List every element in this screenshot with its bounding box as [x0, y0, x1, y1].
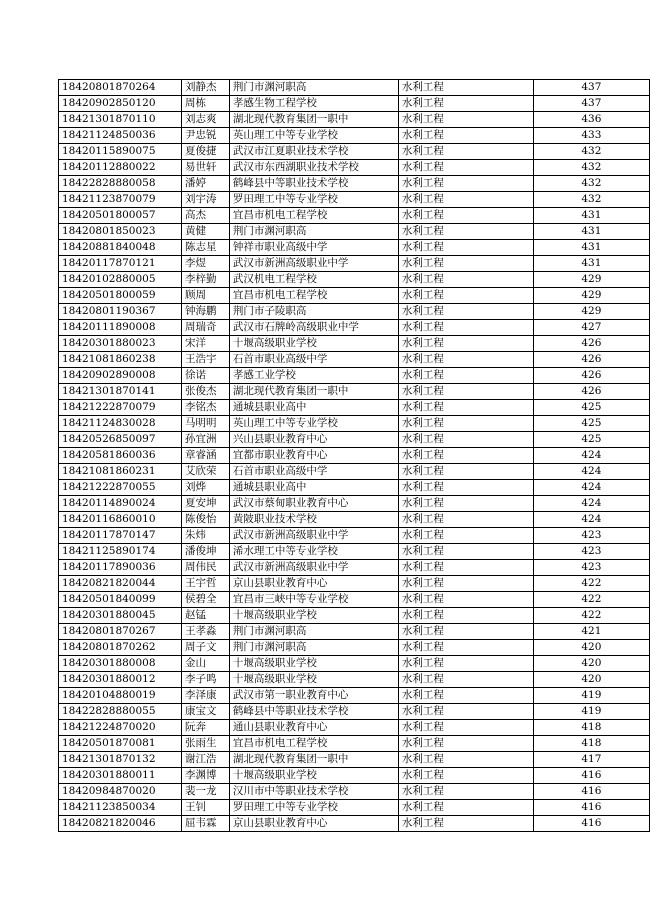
major-cell: 水利工程 [398, 656, 533, 672]
table-row [59, 160, 650, 176]
candidate-id-cell: 18421224870020 [59, 720, 182, 736]
major-cell: 水利工程 [398, 80, 533, 96]
name-cell: 周子文 [182, 640, 230, 656]
major-cell: 水利工程 [398, 528, 533, 544]
name-cell: 王浩宇 [182, 352, 230, 368]
score-cell: 419 [533, 688, 649, 704]
score-cell: 416 [533, 784, 649, 800]
school-cell: 十堰高级职业学校 [229, 768, 398, 784]
candidate-id-cell: 18420801190367 [59, 304, 182, 320]
score-cell: 425 [533, 432, 649, 448]
score-cell: 423 [533, 544, 649, 560]
candidate-id-cell: 18420801870262 [59, 640, 182, 656]
major-cell: 水利工程 [398, 464, 533, 480]
candidate-id-cell: 18421081860238 [59, 352, 182, 368]
major-cell: 水利工程 [398, 688, 533, 704]
candidate-id-cell: 18420821820046 [59, 816, 182, 832]
candidate-id-cell: 18420902890008 [59, 368, 182, 384]
score-cell: 425 [533, 400, 649, 416]
table-body [59, 80, 650, 832]
score-cell: 437 [533, 96, 649, 112]
score-cell: 436 [533, 112, 649, 128]
score-cell: 432 [533, 192, 649, 208]
candidate-id-cell: 18421301870132 [59, 752, 182, 768]
table-row [59, 528, 650, 544]
score-cell: 416 [533, 768, 649, 784]
score-cell: 427 [533, 320, 649, 336]
table-row [59, 400, 650, 416]
table-row [59, 352, 650, 368]
score-cell: 417 [533, 752, 649, 768]
table-row [59, 192, 650, 208]
name-cell: 张俊杰 [182, 384, 230, 400]
score-cell: 423 [533, 528, 649, 544]
school-cell: 湖北现代教育集团一职中 [229, 112, 398, 128]
name-cell: 李铭杰 [182, 400, 230, 416]
school-cell: 鹤峰县中等职业技术学校 [229, 176, 398, 192]
major-cell: 水利工程 [398, 608, 533, 624]
major-cell: 水利工程 [398, 240, 533, 256]
school-cell: 武汉市新洲高级职业中学 [229, 560, 398, 576]
table-row [59, 688, 650, 704]
name-cell: 谢江浩 [182, 752, 230, 768]
school-cell: 浠水理工中等专业学校 [229, 544, 398, 560]
candidate-id-cell: 18420501870081 [59, 736, 182, 752]
candidate-id-cell: 18421301870141 [59, 384, 182, 400]
table-row [59, 176, 650, 192]
score-cell: 432 [533, 176, 649, 192]
score-cell: 429 [533, 272, 649, 288]
major-cell: 水利工程 [398, 208, 533, 224]
major-cell: 水利工程 [398, 352, 533, 368]
school-cell: 罗田理工中等专业学校 [229, 800, 398, 816]
candidate-id-cell: 18420801850023 [59, 224, 182, 240]
table-row [59, 320, 650, 336]
school-cell: 孝感工业学校 [229, 368, 398, 384]
table-row [59, 672, 650, 688]
major-cell: 水利工程 [398, 176, 533, 192]
name-cell: 易世轩 [182, 160, 230, 176]
score-cell: 429 [533, 288, 649, 304]
major-cell: 水利工程 [398, 384, 533, 400]
major-cell: 水利工程 [398, 784, 533, 800]
school-cell: 十堰高级职业学校 [229, 336, 398, 352]
score-cell: 426 [533, 368, 649, 384]
major-cell: 水利工程 [398, 112, 533, 128]
school-cell: 武汉机电工程学校 [229, 272, 398, 288]
major-cell: 水利工程 [398, 192, 533, 208]
major-cell: 水利工程 [398, 160, 533, 176]
candidate-id-cell: 18420117890036 [59, 560, 182, 576]
name-cell: 李子鸣 [182, 672, 230, 688]
school-cell: 黄陂职业技术学校 [229, 512, 398, 528]
candidate-id-cell: 18420984870020 [59, 784, 182, 800]
score-cell: 424 [533, 464, 649, 480]
table-row [59, 368, 650, 384]
table-row [59, 608, 650, 624]
candidate-id-cell: 18422828880058 [59, 176, 182, 192]
table-row [59, 304, 650, 320]
table-row [59, 384, 650, 400]
name-cell: 刘志爽 [182, 112, 230, 128]
table-row [59, 624, 650, 640]
score-cell: 421 [533, 624, 649, 640]
name-cell: 陈志星 [182, 240, 230, 256]
candidate-id-cell: 18421124850036 [59, 128, 182, 144]
score-cell: 422 [533, 576, 649, 592]
major-cell: 水利工程 [398, 720, 533, 736]
candidate-id-cell: 18422828880055 [59, 704, 182, 720]
score-cell: 424 [533, 512, 649, 528]
candidate-id-cell: 18421222870079 [59, 400, 182, 416]
major-cell: 水利工程 [398, 400, 533, 416]
score-cell: 420 [533, 656, 649, 672]
name-cell: 刘静杰 [182, 80, 230, 96]
table-row [59, 560, 650, 576]
school-cell: 武汉市蔡甸职业教育中心 [229, 496, 398, 512]
name-cell: 王钊 [182, 800, 230, 816]
table-row [59, 784, 650, 800]
candidate-id-cell: 18420111890008 [59, 320, 182, 336]
school-cell: 武汉市新洲高级职业中学 [229, 256, 398, 272]
school-cell: 荆门市渊河职高 [229, 640, 398, 656]
name-cell: 周伟民 [182, 560, 230, 576]
candidate-id-cell: 18420117870147 [59, 528, 182, 544]
score-cell: 418 [533, 736, 649, 752]
major-cell: 水利工程 [398, 672, 533, 688]
table-row [59, 416, 650, 432]
table-row [59, 96, 650, 112]
table-row [59, 448, 650, 464]
school-cell: 宜昌市机电工程学校 [229, 736, 398, 752]
score-cell: 432 [533, 144, 649, 160]
candidate-id-cell: 18420114890024 [59, 496, 182, 512]
name-cell: 王宇哲 [182, 576, 230, 592]
major-cell: 水利工程 [398, 96, 533, 112]
name-cell: 李煜 [182, 256, 230, 272]
table-row [59, 208, 650, 224]
school-cell: 英山理工中等专业学校 [229, 128, 398, 144]
candidate-id-cell: 18421301870110 [59, 112, 182, 128]
table-row [59, 112, 650, 128]
major-cell: 水利工程 [398, 272, 533, 288]
candidate-id-cell: 18420116860010 [59, 512, 182, 528]
school-cell: 钟祥市职业高级中学 [229, 240, 398, 256]
school-cell: 石首市职业高级中学 [229, 352, 398, 368]
major-cell: 水利工程 [398, 800, 533, 816]
table-row [59, 128, 650, 144]
name-cell: 马明明 [182, 416, 230, 432]
candidate-id-cell: 18420301880012 [59, 672, 182, 688]
name-cell: 夏安坤 [182, 496, 230, 512]
name-cell: 陈俊怡 [182, 512, 230, 528]
school-cell: 罗田理工中等专业学校 [229, 192, 398, 208]
school-cell: 十堰高级职业学校 [229, 672, 398, 688]
school-cell: 武汉市东西湖职业技术学校 [229, 160, 398, 176]
candidate-id-cell: 18420102880005 [59, 272, 182, 288]
major-cell: 水利工程 [398, 752, 533, 768]
school-cell: 武汉市第一职业教育中心 [229, 688, 398, 704]
score-cell: 424 [533, 448, 649, 464]
major-cell: 水利工程 [398, 224, 533, 240]
school-cell: 荆门市子陵职高 [229, 304, 398, 320]
candidate-id-cell: 18420581860036 [59, 448, 182, 464]
major-cell: 水利工程 [398, 128, 533, 144]
school-cell: 京山县职业教育中心 [229, 576, 398, 592]
name-cell: 金山 [182, 656, 230, 672]
score-cell: 420 [533, 672, 649, 688]
score-cell: 426 [533, 336, 649, 352]
score-cell: 429 [533, 304, 649, 320]
major-cell: 水利工程 [398, 736, 533, 752]
name-cell: 李泽康 [182, 688, 230, 704]
candidate-id-cell: 18420801870264 [59, 80, 182, 96]
name-cell: 朱炜 [182, 528, 230, 544]
table-row [59, 144, 650, 160]
candidate-id-cell: 18420902850120 [59, 96, 182, 112]
name-cell: 周栋 [182, 96, 230, 112]
score-cell: 426 [533, 384, 649, 400]
name-cell: 周瑞奇 [182, 320, 230, 336]
table-row [59, 272, 650, 288]
school-cell: 湖北现代教育集团一职中 [229, 752, 398, 768]
school-cell: 荆门市渊河职高 [229, 80, 398, 96]
name-cell: 侯碧全 [182, 592, 230, 608]
table-row [59, 736, 650, 752]
name-cell: 屈韦霖 [182, 816, 230, 832]
table-row [59, 656, 650, 672]
candidate-id-cell: 18420501840099 [59, 592, 182, 608]
table-row [59, 512, 650, 528]
candidate-id-cell: 18420115890075 [59, 144, 182, 160]
candidate-id-cell: 18420501800059 [59, 288, 182, 304]
name-cell: 张雨生 [182, 736, 230, 752]
table-row [59, 720, 650, 736]
major-cell: 水利工程 [398, 480, 533, 496]
name-cell: 康宝文 [182, 704, 230, 720]
score-cell: 416 [533, 800, 649, 816]
candidate-id-cell: 18421123870079 [59, 192, 182, 208]
school-cell: 宜昌市机电工程学校 [229, 288, 398, 304]
score-cell: 425 [533, 416, 649, 432]
table-row [59, 496, 650, 512]
score-cell: 437 [533, 80, 649, 96]
name-cell: 夏俊捷 [182, 144, 230, 160]
candidate-id-cell: 18420301880045 [59, 608, 182, 624]
major-cell: 水利工程 [398, 416, 533, 432]
major-cell: 水利工程 [398, 144, 533, 160]
table-row [59, 816, 650, 832]
school-cell: 湖北现代教育集团一职中 [229, 384, 398, 400]
name-cell: 章睿涵 [182, 448, 230, 464]
name-cell: 阮奔 [182, 720, 230, 736]
major-cell: 水利工程 [398, 288, 533, 304]
candidate-id-cell: 18420501800057 [59, 208, 182, 224]
school-cell: 武汉市新洲高级职业中学 [229, 528, 398, 544]
name-cell: 裴一龙 [182, 784, 230, 800]
candidate-id-cell: 18421222870055 [59, 480, 182, 496]
table-row [59, 768, 650, 784]
table-row [59, 432, 650, 448]
name-cell: 王孝淼 [182, 624, 230, 640]
candidate-id-cell: 18421081860231 [59, 464, 182, 480]
score-cell: 431 [533, 208, 649, 224]
name-cell: 尹忠锐 [182, 128, 230, 144]
major-cell: 水利工程 [398, 336, 533, 352]
school-cell: 荆门市渊河职高 [229, 624, 398, 640]
name-cell: 钟海鹏 [182, 304, 230, 320]
school-cell: 荆门市渊河职高 [229, 224, 398, 240]
score-cell: 426 [533, 352, 649, 368]
major-cell: 水利工程 [398, 592, 533, 608]
table-row [59, 224, 650, 240]
score-cell: 424 [533, 480, 649, 496]
score-cell: 432 [533, 160, 649, 176]
candidate-id-cell: 18420104880019 [59, 688, 182, 704]
school-cell: 英山理工中等专业学校 [229, 416, 398, 432]
name-cell: 刘烨 [182, 480, 230, 496]
score-cell: 424 [533, 496, 649, 512]
major-cell: 水利工程 [398, 448, 533, 464]
table-row [59, 592, 650, 608]
school-cell: 通城县职业高中 [229, 400, 398, 416]
school-cell: 武汉市江夏职业技术学校 [229, 144, 398, 160]
score-cell: 431 [533, 240, 649, 256]
table-row [59, 80, 650, 96]
major-cell: 水利工程 [398, 320, 533, 336]
major-cell: 水利工程 [398, 576, 533, 592]
school-cell: 孝感生物工程学校 [229, 96, 398, 112]
candidate-id-cell: 18420801870267 [59, 624, 182, 640]
school-cell: 通城县职业高中 [229, 480, 398, 496]
school-cell: 宜昌市三峡中等专业学校 [229, 592, 398, 608]
candidate-id-cell: 18420112880022 [59, 160, 182, 176]
major-cell: 水利工程 [398, 624, 533, 640]
score-cell: 420 [533, 640, 649, 656]
school-cell: 宜都市职业教育中心 [229, 448, 398, 464]
table-row [59, 704, 650, 720]
name-cell: 艾欣荣 [182, 464, 230, 480]
school-cell: 宜昌市机电工程学校 [229, 208, 398, 224]
score-cell: 416 [533, 816, 649, 832]
table-row [59, 544, 650, 560]
candidate-id-cell: 18420301880008 [59, 656, 182, 672]
table-row [59, 576, 650, 592]
score-cell: 419 [533, 704, 649, 720]
name-cell: 高杰 [182, 208, 230, 224]
candidate-id-cell: 18421124830028 [59, 416, 182, 432]
table-row [59, 752, 650, 768]
score-cell: 422 [533, 608, 649, 624]
table-row [59, 240, 650, 256]
major-cell: 水利工程 [398, 512, 533, 528]
candidate-id-cell: 18421125890174 [59, 544, 182, 560]
candidate-id-cell: 18420821820044 [59, 576, 182, 592]
score-cell: 433 [533, 128, 649, 144]
major-cell: 水利工程 [398, 496, 533, 512]
table-row [59, 256, 650, 272]
major-cell: 水利工程 [398, 544, 533, 560]
school-cell: 十堰高级职业学校 [229, 608, 398, 624]
name-cell: 孙宜洲 [182, 432, 230, 448]
table-row [59, 640, 650, 656]
score-cell: 422 [533, 592, 649, 608]
name-cell: 刘宇涛 [182, 192, 230, 208]
candidate-id-cell: 18420301880023 [59, 336, 182, 352]
major-cell: 水利工程 [398, 768, 533, 784]
score-cell: 431 [533, 224, 649, 240]
major-cell: 水利工程 [398, 816, 533, 832]
candidate-id-cell: 18420526850097 [59, 432, 182, 448]
name-cell: 潘婷 [182, 176, 230, 192]
school-cell: 京山县职业教育中心 [229, 816, 398, 832]
candidate-id-cell: 18420301880011 [59, 768, 182, 784]
major-cell: 水利工程 [398, 432, 533, 448]
table-row [59, 288, 650, 304]
name-cell: 徐诺 [182, 368, 230, 384]
table-row [59, 336, 650, 352]
name-cell: 潘俊坤 [182, 544, 230, 560]
table-row [59, 464, 650, 480]
name-cell: 李渊博 [182, 768, 230, 784]
school-cell: 十堰高级职业学校 [229, 656, 398, 672]
major-cell: 水利工程 [398, 256, 533, 272]
score-cell: 431 [533, 256, 649, 272]
name-cell: 赵锰 [182, 608, 230, 624]
score-cell: 418 [533, 720, 649, 736]
school-cell: 通山县职业教育中心 [229, 720, 398, 736]
major-cell: 水利工程 [398, 704, 533, 720]
candidate-id-cell: 18420117870121 [59, 256, 182, 272]
name-cell: 黄健 [182, 224, 230, 240]
school-cell: 武汉市石牌岭高级职业中学 [229, 320, 398, 336]
name-cell: 顾周 [182, 288, 230, 304]
major-cell: 水利工程 [398, 640, 533, 656]
major-cell: 水利工程 [398, 560, 533, 576]
score-table [58, 79, 650, 832]
school-cell: 石首市职业高级中学 [229, 464, 398, 480]
school-cell: 鹤峰县中等职业技术学校 [229, 704, 398, 720]
name-cell: 宋洋 [182, 336, 230, 352]
major-cell: 水利工程 [398, 368, 533, 384]
name-cell: 李梓勤 [182, 272, 230, 288]
school-cell: 兴山县职业教育中心 [229, 432, 398, 448]
major-cell: 水利工程 [398, 304, 533, 320]
table-row [59, 800, 650, 816]
school-cell: 汉川市中等职业技术学校 [229, 784, 398, 800]
table-row [59, 480, 650, 496]
candidate-id-cell: 18421123850034 [59, 800, 182, 816]
score-cell: 423 [533, 560, 649, 576]
candidate-id-cell: 18420881840048 [59, 240, 182, 256]
